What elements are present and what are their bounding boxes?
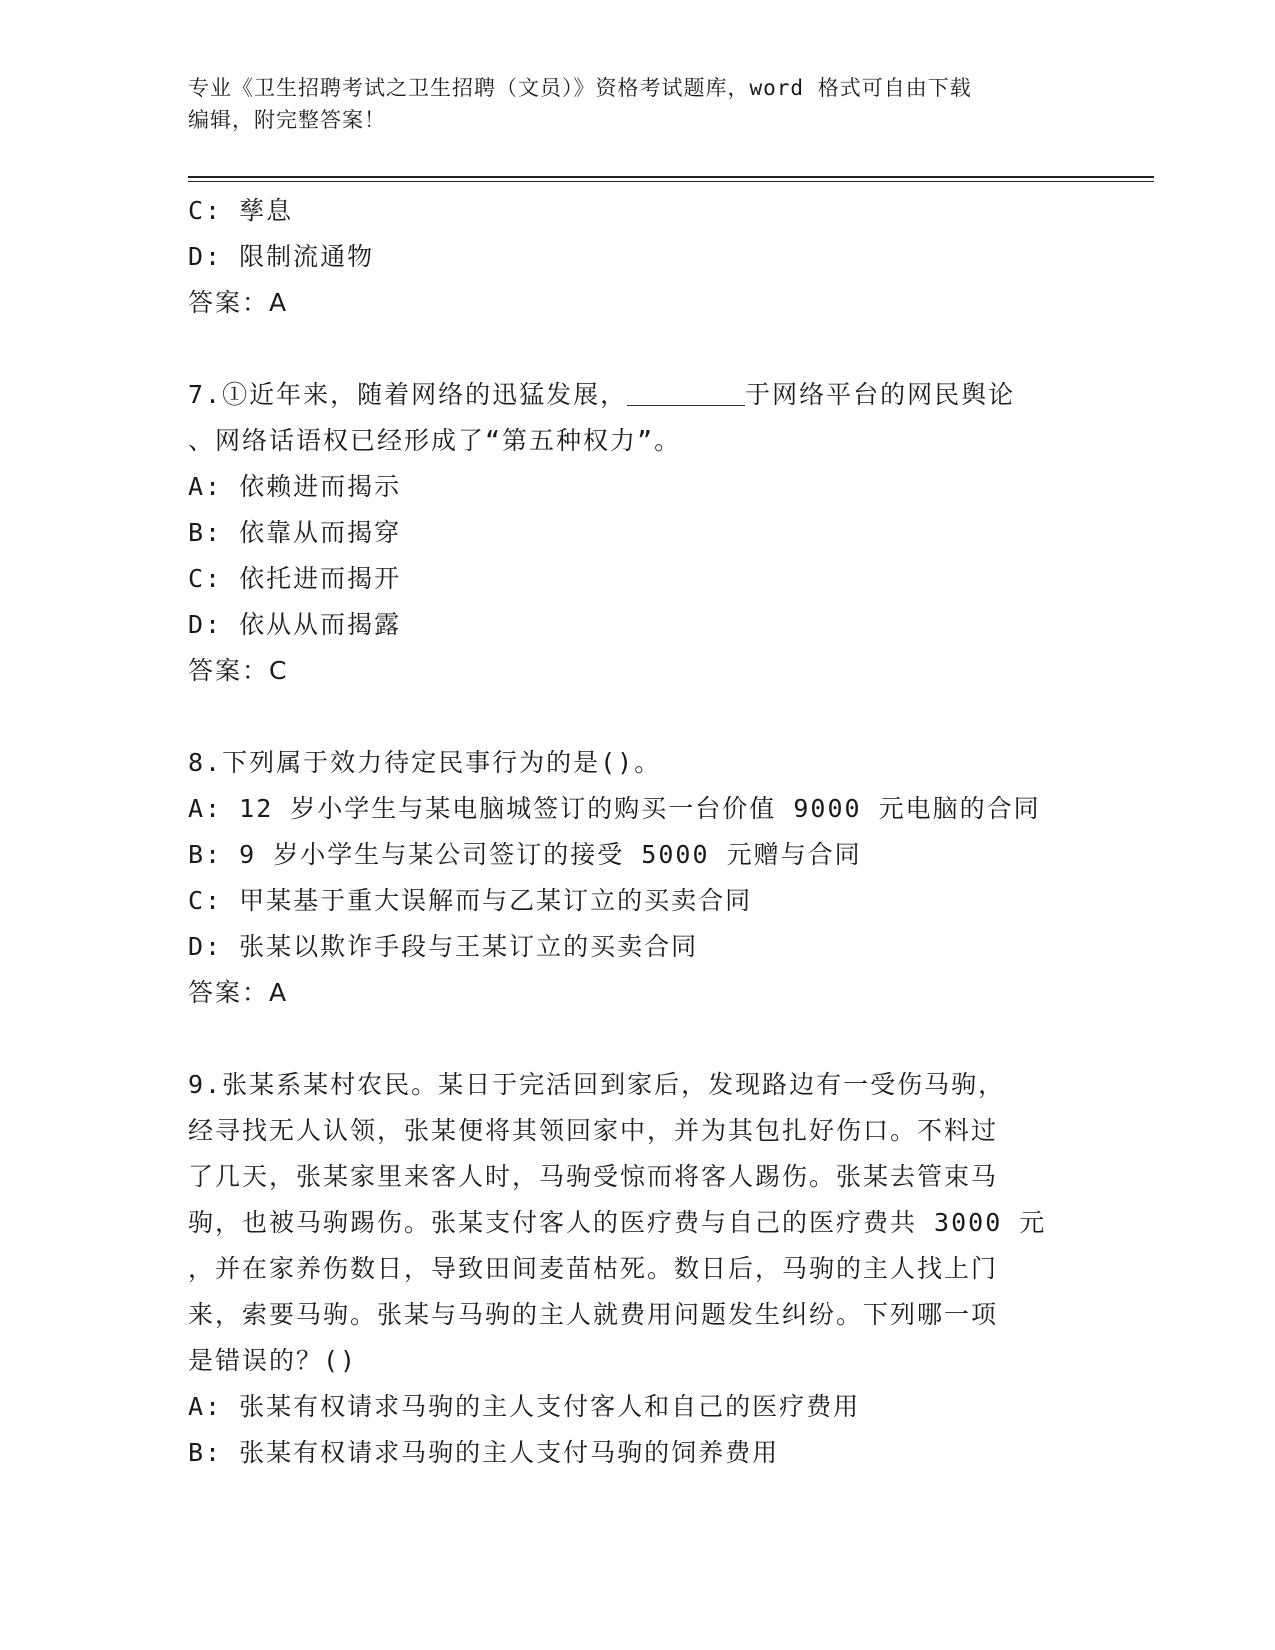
spacer: [188, 694, 1088, 740]
question-text-line: 是错误的？(): [188, 1346, 358, 1375]
answer: 答案：A: [188, 978, 289, 1007]
question-text: 8.下列属于效力待定民事行为的是()。: [188, 748, 662, 777]
question-list: [188, 188, 1088, 1476]
option-b: B: 张某有权请求马驹的主人支付马驹的饲养费用: [188, 1438, 780, 1467]
option-c: C: 甲某基于重大误解而与乙某订立的买卖合同: [188, 886, 753, 915]
question-7: [188, 372, 1088, 694]
option-b: B: 9 岁小学生与某公司签订的接受 5000 元赠与合同: [188, 840, 862, 869]
option-c: C: 孳息: [188, 196, 294, 225]
fill-in-blank: [627, 379, 745, 406]
option-d: D: 张某以欺诈手段与王某订立的买卖合同: [188, 932, 699, 961]
option-c: C: 依托进而揭开: [188, 564, 402, 593]
question-text-line-2: 、网络话语权已经形成了“第五种权力”。: [188, 426, 682, 455]
question-text-line: 了几天，张某家里来客人时，马驹受惊而将客人踢伤。张某去管束马: [188, 1162, 999, 1191]
spacer: [188, 1016, 1088, 1062]
question-text-line: ，并在家养伤数日，导致田间麦苗枯死。数日后，马驹的主人找上门: [188, 1254, 999, 1283]
option-a: A: 依赖进而揭示: [188, 472, 402, 501]
question-8: [188, 740, 1088, 1016]
question-text: [188, 372, 1088, 418]
document-header: [188, 72, 1068, 136]
answer: 答案：A: [188, 288, 289, 317]
question-text-line: 9.张某系某村农民。某日于完活回到家后，发现路边有一受伤马驹，: [188, 1070, 1006, 1099]
option-d: D: 依从从而揭露: [188, 610, 402, 639]
header-divider-thin: [188, 181, 1154, 182]
question-text-line: 经寻找无人认领，张某便将其领回家中，并为其包扎好伤口。不料过: [188, 1116, 999, 1145]
option-a: A: 12 岁小学生与某电脑城签订的购买一台价值 9000 元电脑的合同: [188, 794, 1041, 823]
question-text-part-1: 7.①近年来，随着网络的迅猛发展，: [188, 380, 628, 409]
question-text-line: 驹，也被马驹踢伤。张某支付客人的医疗费与自己的医疗费共 3000 元: [188, 1208, 1047, 1237]
header-line-1: 专业《卫生招聘考试之卫生招聘（文员）》资格考试题库，word 格式可自由下载: [188, 76, 972, 100]
question-text-line: 来，索要马驹。张某与马驹的主人就费用问题发生纠纷。下列哪一项: [188, 1300, 999, 1329]
option-d: D: 限制流通物: [188, 242, 375, 271]
option-a: A: 张某有权请求马驹的主人支付客人和自己的医疗费用: [188, 1392, 861, 1421]
question-9: [188, 1062, 1088, 1476]
question-text-part-2: 于网络平台的网民舆论: [745, 380, 1016, 409]
answer: 答案：C: [188, 656, 289, 685]
spacer: [188, 326, 1088, 372]
question-6-tail: [188, 188, 1088, 326]
header-divider-thick: [188, 176, 1154, 178]
option-b: B: 依靠从而揭穿: [188, 518, 402, 547]
header-line-2: 编辑，附完整答案！: [188, 108, 386, 132]
